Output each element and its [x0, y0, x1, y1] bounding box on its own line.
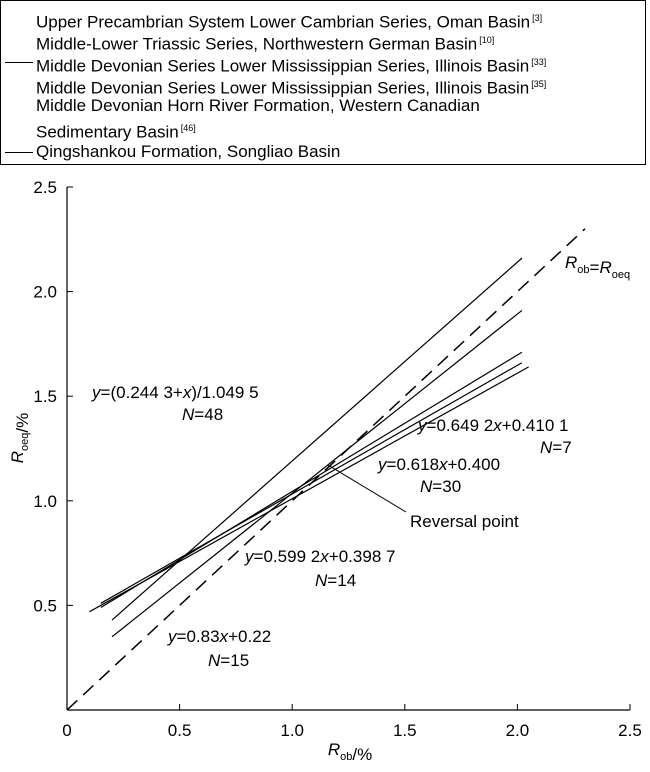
equation-label: y=0.649 2x+0.410 1: [418, 416, 569, 435]
legend-reference: [10]: [479, 35, 495, 45]
legend-entry-text: Upper Precambrian System Lower Cambrian Series, Oman Basin: [36, 12, 531, 32]
y-axis-title: $R_{oeq}/\%$: [8, 412, 32, 464]
y-tick-label: 1.5: [33, 387, 57, 407]
reference-line: [67, 229, 585, 710]
legend-entry-text: Qingshankou Formation, Songliao Basin: [36, 142, 341, 161]
legend-reference: [3]: [532, 13, 543, 23]
legend-line-swatch: [5, 62, 33, 63]
x-tick-label: 1.5: [392, 721, 417, 740]
legend-reference: [46]: [180, 123, 196, 133]
legend-entry-text: Middle Devonian Horn River Formation, Western Canadian: [36, 96, 480, 115]
x-tick-label: 2.0: [505, 721, 530, 740]
legend-entry-text: Sedimentary Basin: [36, 122, 179, 142]
y-tick-label: 2.0: [33, 282, 57, 302]
y-tick-label: 2.5: [33, 178, 57, 197]
sample-count-label: N=30: [420, 477, 462, 496]
sample-count-label: N=15: [208, 651, 250, 670]
x-tick-label: 0: [62, 721, 72, 740]
legend-line-swatch: [5, 152, 33, 153]
legend-entry-text: Middle-Lower Triassic Series, Northwestern German Basin: [36, 34, 478, 54]
x-tick-label: 2.5: [618, 721, 642, 740]
legend-entry-text: Middle Devonian Series Lower Mississippian Series, Illinois Basin: [36, 78, 530, 98]
legend-entry-text: Middle Devonian Series Lower Mississippian Series, Illinois Basin: [36, 56, 530, 76]
sample-count-label: N=14: [315, 571, 357, 590]
reference-line-label: $R_{ob}=R_{oeq}$: [565, 253, 631, 281]
sample-count-label: N=48: [182, 405, 224, 424]
y-axis-title-group: [8, 413, 32, 463]
equation-label: y=0.599 2x+0.398 7: [245, 547, 396, 566]
reversal-point-label: Reversal point: [410, 512, 519, 531]
equation-label: y=0.618x+0.400: [378, 455, 501, 474]
y-tick-label: 1.0: [33, 491, 57, 511]
legend-reference: [35]: [531, 79, 547, 89]
legend-entry-label: [36, 95, 480, 117]
legend-entry-label: [36, 141, 340, 163]
sample-count-label: N=7: [540, 438, 572, 457]
regression-line: [90, 367, 529, 612]
x-tick-label: 0.5: [167, 721, 192, 740]
chart: [0, 165, 650, 772]
x-axis-title: $R_{ob}/\%$: [327, 740, 373, 764]
y-tick-label: 0.5: [33, 596, 57, 616]
legend: [0, 0, 646, 165]
x-tick-label: 1.0: [280, 721, 305, 740]
equation-label: y=(0.244 3+x)/1.049 5: [92, 383, 259, 402]
equation-label: y=0.83x+0.22: [168, 627, 272, 646]
legend-entry-label: [36, 117, 196, 144]
legend-reference: [33]: [531, 57, 547, 67]
